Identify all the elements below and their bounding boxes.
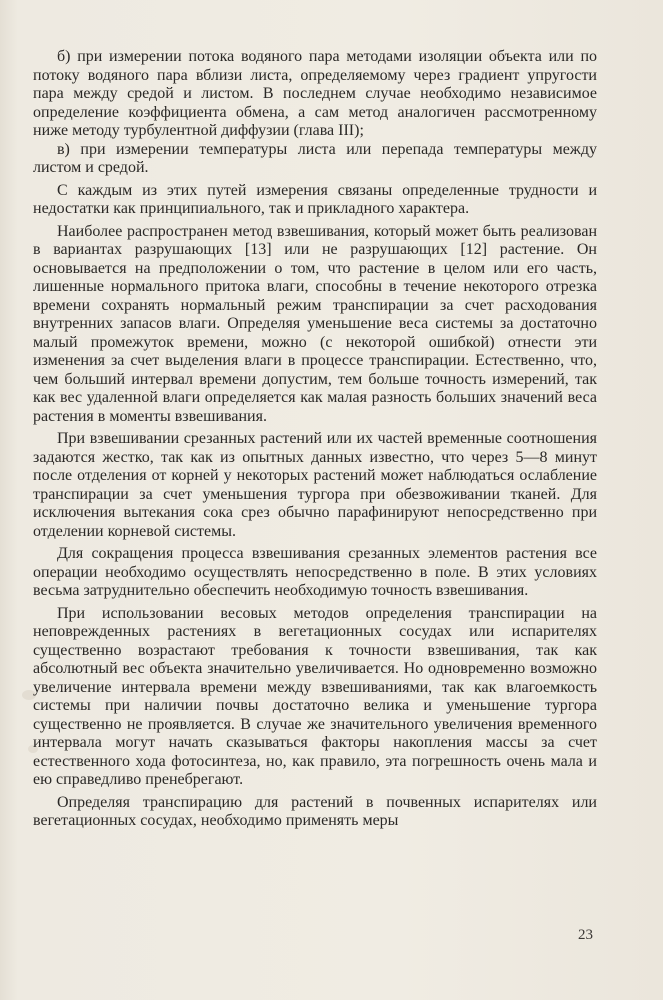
paragraph: б) при измерении потока водяного пара методами изоляции объекта или по потоку водяного пара вблизи листа, определяемому через градиент упругости пара между средой и листом. В последнем случае необходимо независимое определение коэффициента обмена, а сам метод аналогичен рассмотренному ниже методу турбулентной диффузии (глава III); — [33, 48, 597, 139]
body-text — [33, 48, 597, 831]
paragraph: При использовании весовых методов определения транспирации на неповрежденных растениях в вегетационных сосудах или испарителях существенно возрастают требования к точности взвешивания, так как абсолютный вес объекта значительно увеличивается. Но одновременно возможно увеличение интервала времени между взвешиваниями, так как влагоемкость системы при наличии почвы достаточно велика и уменьшение тургора существенно не проявляется. В случае же значительного увеличения временного интервала могут начать сказываться факторы накопления массы за счет естественного хода фотосинтеза, но, как правило, эта погрешность очень мала и ею справедливо пренебрегают. — [33, 604, 597, 788]
paragraph: С каждым из этих путей измерения связаны определенные трудности и недостатки как принципиального, так и прикладного характера. — [33, 181, 597, 217]
paragraph: в) при измерении температуры листа или перепада температуры между листом и средой. — [33, 140, 597, 176]
paragraph: Для сокращения процесса взвешивания срезанных элементов растения все операции необходимо осуществлять непосредственно в поле. В этих условиях весьма затруднительно обеспечить необходимую точность взвешивания. — [33, 545, 597, 599]
paragraph: Наиболее распространен метод взвешивания, который может быть реализован в вариантах разрушающих [13] или не разрушающих [12] растение. Он основывается на предположении о том, что растение в целом или его часть, лишенные нормального притока влаги, способны в течение некоторого отрезка времени сохранять нормальный режим транспирации за счет расходования внутренних запасов влаги. Определяя уменьшение веса системы за достаточно малый промежуток времени, можно (с некоторой ошибкой) отнести эти изменения за счет выделения влаги в процессе транспирации. Естественно, что, чем больший интервал времени допустим, тем больше точность измерений, так как вес удаленной влаги определяется как малая разность больших значений веса растения в моменты взвешивания. — [33, 222, 597, 425]
page-number: 23 — [578, 927, 593, 943]
paragraph: Определяя транспирацию для растений в почвенных испарителях или вегетационных сосудах, необходимо применять меры — [33, 793, 597, 829]
paragraph: При взвешивании срезанных растений или их частей временные соотношения задаются жестко, так как из опытных данных известно, что через 5—8 минут после отделения от корней у некоторых растений может наблюдаться ослабление транспирации за счет уменьшения тургора при обезвоживании тканей. Для исключения вытекания сока срез обычно парафинируют непосредственно при отделении корневой системы. — [33, 430, 597, 540]
